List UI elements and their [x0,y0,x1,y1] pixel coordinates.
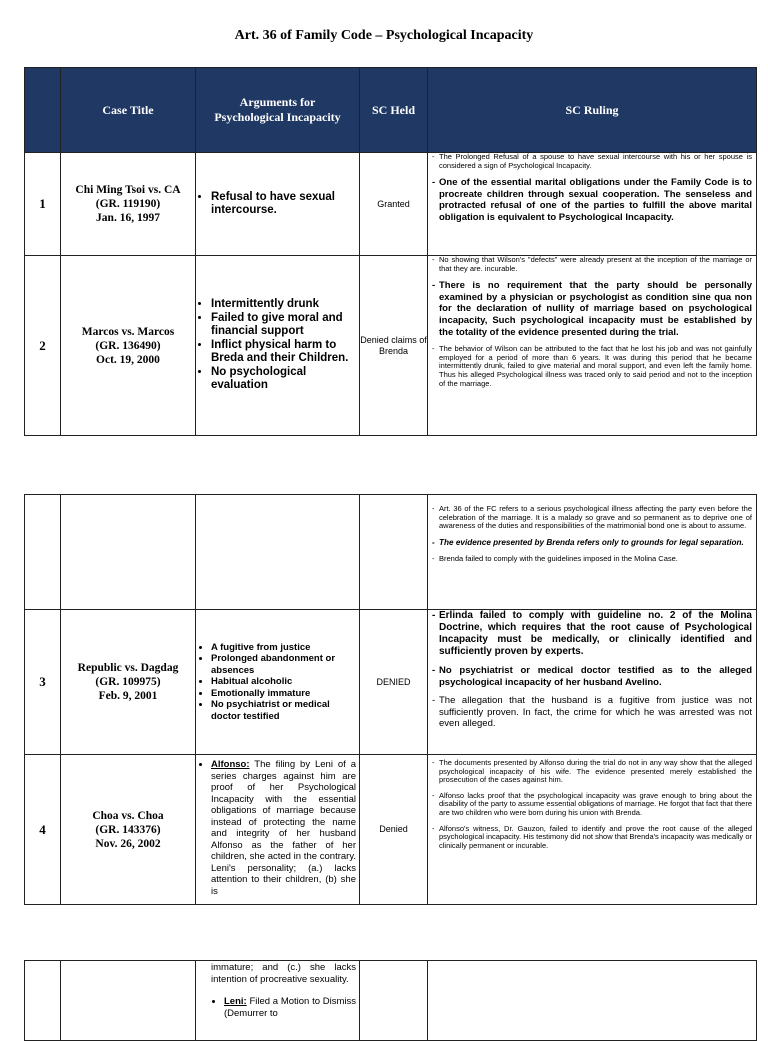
ruling-item: - Brenda failed to comply with the guidelines imposed in the Molina Case. [432,555,752,564]
case-title-cell [61,755,196,905]
party-name: Alfonso: [211,759,250,770]
table-row [25,961,757,1041]
header-case-title: Case Title [61,68,196,153]
ruling-item: - Erlinda failed to comply with guideline no. 2 of the Molina Doctrine, which requires that the root cause of Psychological Incapacity must be medically, or clinically identified and sufficiently proven by experts. [432,610,752,658]
header-sc-ruling: SC Ruling [428,68,757,153]
argument-item: • Emotionally immature [211,688,356,700]
argument-continuation: immature; and (c.) she lacks intention of procreative sexuality. [211,962,356,985]
table-row [25,610,757,755]
argument-item: • Prolonged abandonment or absences [211,653,356,676]
case-gr-number: (GR. 119190) [95,198,161,210]
argument-item: • Failed to give moral and financial support [211,312,356,339]
cases-table-page-1 [24,67,757,436]
argument-item: • Habitual alcoholic [211,676,356,688]
row-number: 3 [25,610,61,755]
document-title: Art. 36 of Family Code – Psychological Incapacity [234,28,534,43]
table-row [25,755,757,905]
ruling-item: - Art. 36 of the FC refers to a serious psychological illness affecting the party even before the celebration of the marriage. It is a malady so grave and so permanent as to deprive one of awareness of the duties and responsibilities of the matrimonial bond one is about to assume. [432,505,752,531]
argument-item: • Intermittently drunk [211,298,356,312]
argument-item [224,996,356,1019]
arguments-cell [196,610,360,755]
sc-ruling-cell [428,495,757,610]
sc-held-cell: Granted [360,153,428,256]
sc-held-cell: Denied claims of Brenda [360,256,428,436]
cases-table-page-3 [24,960,757,1041]
sc-ruling-cell [428,610,757,755]
table-row [25,495,757,610]
table-row [25,153,757,256]
table-header-row [25,68,757,153]
case-date: Feb. 9, 2001 [98,690,158,702]
case-date: Oct. 19, 2000 [96,353,160,366]
sc-ruling-cell [428,153,757,256]
ruling-item: - Alfonso lacks proof that the psychological incapacity was grave enough to bring about the disability of the party to assume essential obligations of marriage. He forgot that fact that there are two children who were born during his union with Brenda. [432,792,752,818]
table-row [25,256,757,436]
case-date: Jan. 16, 1997 [96,212,160,224]
sc-ruling-cell [428,256,757,436]
argument-item: • No psychiatrist or medical doctor testified [211,699,356,722]
arguments-cell [196,256,360,436]
case-gr-number: (GR. 109975) [95,676,161,688]
ruling-item: - The behavior of Wilson can be attributed to the fact that he lost his job and was not gainfully employed for a period of more than 6 years. It was during this period that he became intermittently drunk, failed to give material and moral support, and even left the family home. Thus his alleged Psychological illness was traced only to said period and not to the inception of the marriage. [432,345,752,388]
argument-item: • No psychological evaluation [211,366,356,393]
case-date: Nov. 26, 2002 [95,837,161,850]
ruling-item: - The documents presented by Alfonso during the trial do not in any way show that the alleged psychological incapacity of his wife. The evidence presented merely established the prosecution of the cases against him. [432,759,752,785]
case-name: Republic vs. Dagdag [77,662,179,674]
ruling-item: - The allegation that the husband is a fugitive from justice was not sufficiently proven. In fact, the crime for which he was arrested was not even alleged. [432,695,752,730]
sc-held-cell: Denied [360,755,428,905]
argument-item: • Inflict physical harm to Breda and their Children. [211,339,356,366]
arguments-cell [196,153,360,256]
header-arguments: Arguments for Psychological Incapacity [196,68,360,153]
row-number: 1 [25,153,61,256]
case-title-cell [61,256,196,436]
header-sc-held: SC Held [360,68,428,153]
case-name: Chi Ming Tsoi vs. CA [75,184,181,196]
argument-item [211,759,356,897]
ruling-item: - One of the essential marital obligations under the Family Code is to procreate children through sexual cooperation. The senseless and protracted refusal of one of the parties to fulfill the above marital obligation is equivalent to Psychological Incapacity. [432,177,752,223]
party-name: Leni: [224,996,247,1007]
ruling-item: - The Prolonged Refusal of a spouse to have sexual intercourse with his or her spouse is considered a sign of Psychological Incapacity. [432,153,752,170]
ruling-item: - Alfonso's witness, Dr. Gauzon, failed to identify and prove the root cause of the alleged psychological incapacity. His testimony did not show that Brenda's incapacity was medically or clinically permanent or incurable. [432,825,752,851]
ruling-item: - No psychiatrist or medical doctor testified as to the alleged psychological incapacity of her husband Avelino. [432,665,752,688]
argument-item: • Refusal to have sexual intercourse. [211,191,356,218]
argument-text: Filed a Motion to Dismiss (Demurrer to [224,996,356,1019]
ruling-item: - No showing that Wilson's "defects" were already present at the inception of the marriage or that they are. incurable. [432,256,752,273]
row-number: 4 [25,755,61,905]
case-title-cell [61,610,196,755]
sc-held-cell: DENIED [360,610,428,755]
arguments-cell [196,755,360,905]
header-number [25,68,61,153]
case-title-cell [61,153,196,256]
cases-table-page-2 [24,494,757,905]
case-gr-number: (GR. 136490) [95,339,161,352]
ruling-item: - The evidence presented by Brenda refers only to grounds for legal separation. [432,538,752,548]
argument-item: • A fugitive from justice [211,642,356,654]
case-gr-number: (GR. 143376) [95,823,161,836]
ruling-item: - There is no requirement that the party should be personally examined by a physician or psychologist as condition sine qua non for the declaration of nullity of marriage based on psychological incapacity, Such psychological incapacity must be established by the totality of the evidence presented during the trial. [432,280,752,338]
sc-ruling-cell [428,755,757,905]
arguments-cell [196,961,360,1041]
argument-text: The filing by Leni of a series charges against him are proof of her Psychological Incapacity with the essential obligations of marriage because instead of protecting the name and integrity of her husband Alfonso as the father of her children, she acted in the contrary. Leni's personality; (a.) lacks attention to their children, (b) she is [211,759,356,897]
row-number: 2 [25,256,61,436]
case-name: Choa vs. Choa [92,809,164,822]
case-name: Marcos vs. Marcos [81,325,175,338]
